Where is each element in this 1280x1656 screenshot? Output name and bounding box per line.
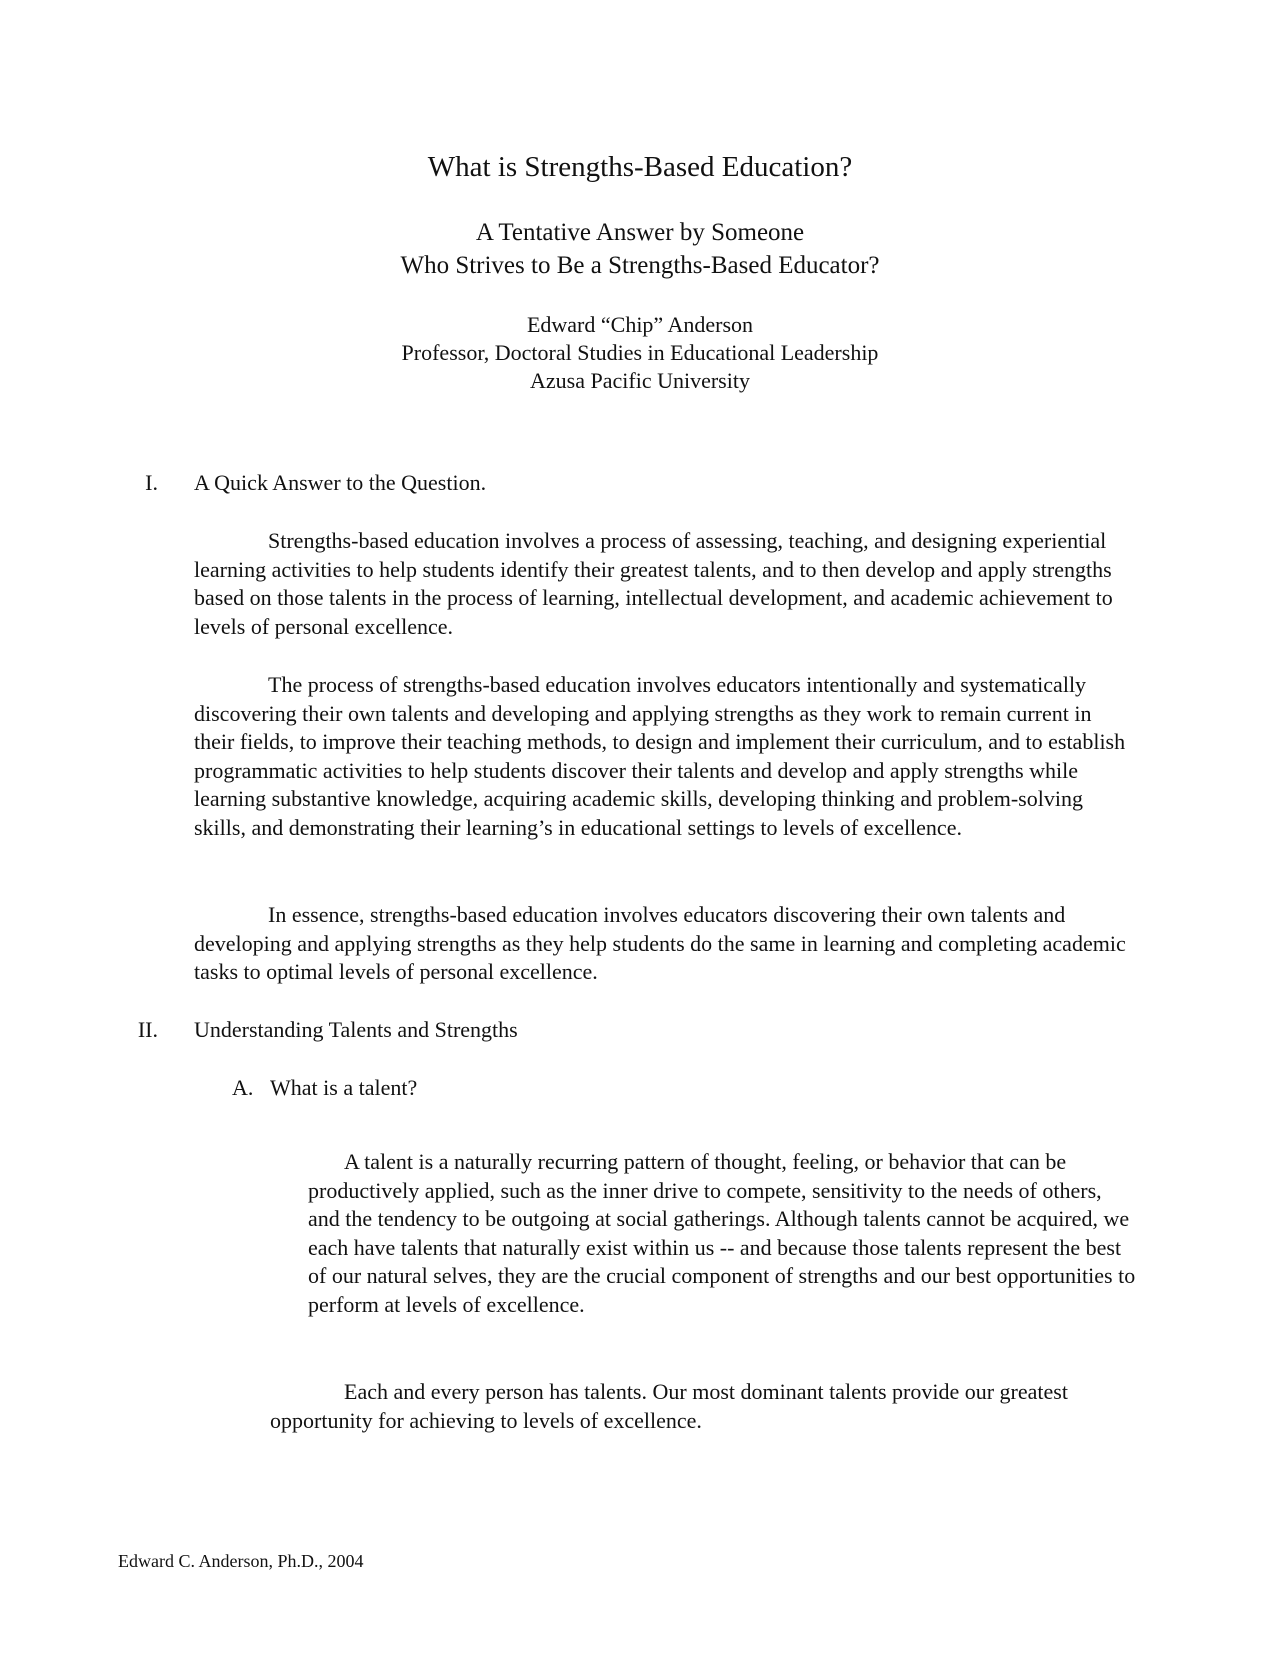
- subsection-a-letter: A.: [232, 1075, 254, 1100]
- subtitle-line-2: Who Strives to Be a Strengths-Based Educator?: [400, 252, 880, 279]
- subsection-a-heading: What is a talent?: [270, 1075, 418, 1100]
- document-subtitle: [0, 216, 1280, 282]
- subsection-a-paragraph-2: Each and every person has talents. Our most dominant talents provide our greatest opportunity for achieving to levels of excellence.: [270, 1379, 1068, 1433]
- page-footer: Edward C. Anderson, Ph.D., 2004: [118, 1551, 364, 1571]
- subsection-a-paragraph-1: A talent is a naturally recurring pattern of thought, feeling, or behavior that can be productively applied, such as the inner drive to compete, sensitivity to the needs of others, and the tendency to be outgoing at social gatherings. Although talents cannot be acquired, we each have talents that naturally exist within us -- and because those talents represent the best of our natural selves, they are the crucial component of strengths and our best opportunities to perform at levels of excellence.: [308, 1149, 1136, 1317]
- author-block: [0, 311, 1280, 395]
- document-title: What is Strengths-Based Education?: [427, 151, 853, 183]
- section-1-paragraph-1: Strengths-based education involves a process of assessing, teaching, and designing experiential learning activities to help students identify their greatest talents, and to then develop and apply strengths based on those talents in the process of learning, intellectual development, and academic achievement to levels of personal excellence.: [194, 528, 1113, 639]
- author-name: Edward “Chip” Anderson: [526, 312, 754, 337]
- section-2-numeral: II.: [137, 1017, 158, 1042]
- author-position: Professor, Doctoral Studies in Educational Leadership: [401, 340, 879, 365]
- author-institution: Azusa Pacific University: [530, 368, 750, 393]
- section-1-paragraph-2: The process of strengths-based education involves educators intentionally and systematically discovering their own talents and developing and applying strengths as they work to remain current in their fields, to improve their teaching methods, to design and implement their curriculum, and to establish programmatic activities to help students discover their talents and develop and apply strengths while learning substantive knowledge, acquiring academic skills, developing thinking and problem-solving skills, and demonstrating their learning’s in educational settings to levels of excellence.: [194, 672, 1126, 840]
- section-1-heading: A Quick Answer to the Question.: [194, 470, 487, 495]
- subtitle-line-1: A Tentative Answer by Someone: [475, 219, 805, 246]
- section-1-paragraph-3: In essence, strengths-based education involves educators discovering their own talents and developing and applying strengths as they help students do the same in learning and completing academic tasks to optimal levels of personal excellence.: [194, 902, 1126, 985]
- section-1-numeral: I.: [145, 470, 158, 495]
- section-2-heading: Understanding Talents and Strengths: [194, 1017, 518, 1042]
